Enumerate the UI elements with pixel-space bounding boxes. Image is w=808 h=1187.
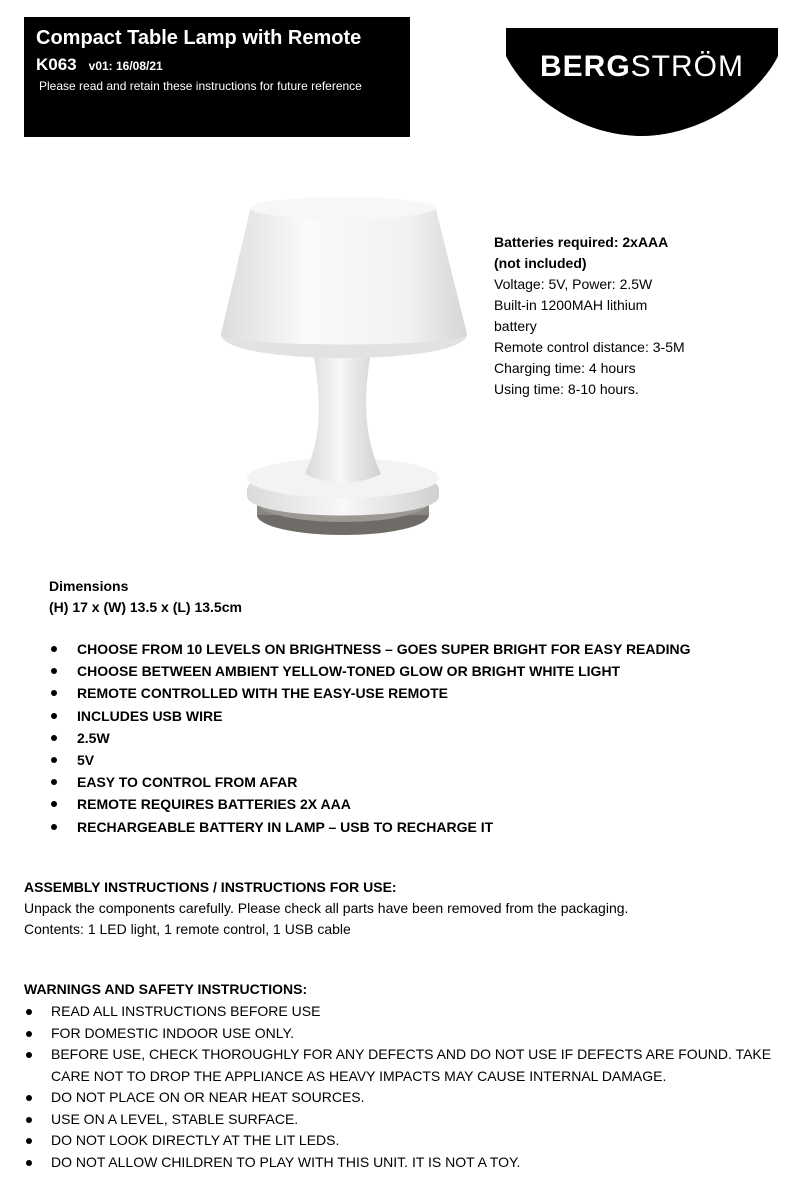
warning-item: DO NOT LOOK DIRECTLY AT THE LIT LEDS. (24, 1130, 774, 1152)
feature-item: 2.5W (49, 727, 789, 749)
contents-text: Contents: 1 LED light, 1 remote control, 1 USB cable (24, 921, 351, 937)
brand-logo (506, 28, 778, 136)
warnings-heading: WARNINGS AND SAFETY INSTRUCTIONS: (24, 981, 308, 997)
warning-item: READ ALL INSTRUCTIONS BEFORE USE (24, 1001, 774, 1023)
feature-item: EASY TO CONTROL FROM AFAR (49, 771, 789, 793)
feature-item: REMOTE CONTROLLED WITH THE EASY-USE REMOTE (49, 682, 789, 704)
document-title: Compact Table Lamp with Remote (36, 27, 362, 49)
spec-line: Built-in 1200MAH lithium (494, 297, 648, 313)
warnings-list (24, 1001, 774, 1173)
batteries-not-included: (not included) (494, 255, 587, 271)
assembly-section (24, 877, 794, 940)
feature-item: 5V (49, 749, 789, 771)
warning-item: USE ON A LEVEL, STABLE SURFACE. (24, 1109, 774, 1131)
svg-text:BERGSTRÖM (540, 50, 744, 83)
spec-line: Using time: 8-10 hours. (494, 381, 639, 397)
spec-line: Charging time: 4 hours (494, 360, 636, 376)
warning-item: FOR DOMESTIC INDOOR USE ONLY. (24, 1023, 774, 1045)
dimensions-label: Dimensions (49, 578, 129, 594)
product-image (215, 190, 475, 550)
warning-item: BEFORE USE, CHECK THOROUGHLY FOR ANY DEFECTS AND DO NOT USE IF DEFECTS ARE FOUND. TAKE CARE NOT TO DROP THE APPLIANCE AS HEAVY IMPACTS MAY CAUSE INTERNAL DAMAGE. (24, 1044, 774, 1087)
retain-note: Please read and retain these instructions for future reference (39, 79, 362, 93)
batteries-required: Batteries required: 2xAAA (494, 234, 669, 250)
feature-item: RECHARGEABLE BATTERY IN LAMP – USB TO RECHARGE IT (49, 816, 789, 838)
assembly-text: Unpack the components carefully. Please check all parts have been removed from the packaging. (24, 900, 629, 916)
feature-item: REMOTE REQUIRES BATTERIES 2X AAA (49, 793, 789, 815)
specifications (494, 232, 794, 400)
version-label: v01: 16/08/21 (88, 59, 163, 73)
feature-item: CHOOSE BETWEEN AMBIENT YELLOW-TONED GLOW OR BRIGHT WHITE LIGHT (49, 660, 789, 682)
product-code: K063 (36, 55, 77, 74)
spec-line: Voltage: 5V, Power: 2.5W (494, 276, 653, 292)
dimensions (49, 576, 242, 618)
header-box (24, 17, 410, 137)
spec-line: Remote control distance: 3-5M (494, 339, 685, 355)
warning-item: DO NOT PLACE ON OR NEAR HEAT SOURCES. (24, 1087, 774, 1109)
spec-line: battery (494, 318, 537, 334)
feature-list (49, 638, 789, 838)
logo-text-light: STRÖM (630, 50, 745, 83)
logo-text-bold: BERG (539, 50, 631, 83)
table-lamp-icon (215, 190, 475, 550)
warning-item: DO NOT ALLOW CHILDREN TO PLAY WITH THIS UNIT. IT IS NOT A TOY. (24, 1152, 774, 1174)
dimensions-value: (H) 17 x (W) 13.5 x (L) 13.5cm (49, 599, 242, 615)
assembly-heading: ASSEMBLY INSTRUCTIONS / INSTRUCTIONS FOR USE: (24, 879, 397, 895)
feature-item: CHOOSE FROM 10 LEVELS ON BRIGHTNESS – GOES SUPER BRIGHT FOR EASY READING (49, 638, 789, 660)
feature-item: INCLUDES USB WIRE (49, 705, 789, 727)
